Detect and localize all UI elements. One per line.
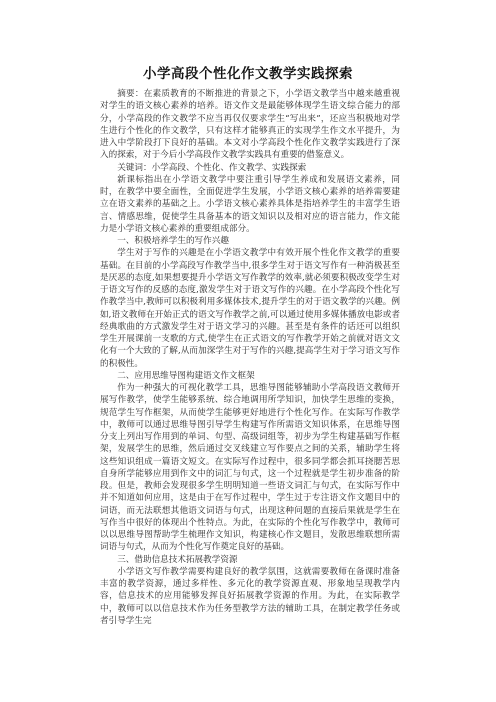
section-heading-2: 二、应用思维导图构建语文作文框架	[117, 370, 255, 381]
section-body-3: 小学语文写作教学需要构建良好的教学氛围，这就需要教师在备课时准备丰富的教学资源，通过多样性、多元化的教学资源直观、形象地呈现教学内容，信息技术的应用能够发挥良好拓展教学资源的作用。为此，在实际教学中，教师可以以信息技术作为任务型教学方法的辅助工具，在制定教学任务或者引导学生完	[100, 566, 400, 626]
section-body-2: 作为一种强大的可视化教学工具，思维导图能够辅助小学高段语文教师开展写作教学，使学生能够系统、综合地调用所学知识，加快学生思维的变换，规范学生写作框架，从而使学生能够更好地进行个性化写作。在实际写作教学中，教师可以通过思维导图引导学生构建写作所需语文知识体系，在思维导图分支上列出写作用到的单词、句型、高级词组等，初步为学生构建基础写作框架，发展学生的思维，然后通过交叉线建立写作要点之间的关系，辅助学生将这些知识组成一篇语文短文。在实际写作过程中，很多同学都会抓耳挠腮苦思自身所学能够应用到作文中的词汇与句式，这一个过程就是学生初步准备的阶段。但是，教师会发现很多学生明明知道一些语文词汇与句式，在实际写作中并不知道如何应用，这是由于在写作过程中，学生过于专注语文作文题目中的词语，而无法联想其他语文词语与句式，出现这种问题的直接后果就是学生在写作当中很好的体现出个性特点。为此，在实际的个性化写作教学中，教师可以以思维导图帮助学生梳理作文知识，构建核心作文题目，发散思维联想所需词语与句式，从而为个性化写作奠定良好的基础。	[100, 383, 400, 553]
section-body-1: 学生对于写作的兴趣是在小学语文教学中有效开展个性化作文教学的重要基础。在目前的小学高段写作教学当中,很多学生对于语文写作有一种消极甚至是厌恶的态度,如果想要提升小学语文写作教学的效率,就必须要积极改变学生对于语文写作的反感的态度,激发学生对于语文写作的兴趣。在小学高段个性化写作教学当中,教师可以积极利用多媒体技术,提升学生的对于语文教学的兴趣。例如,语文教师在开始正式的语文写作教学之前,可以通过使用多媒体播放电影或者经典歌曲的方式激发学生对于语文学习的兴趣。甚至是有条件的话还可以组织学生开展课前一支歌的方式,使学生在正式语文的写作教学开始之前就对语文文化有一个大致的了解,从而加深学生对于写作的兴趣,提高学生对于学习语文写作的积极性。	[100, 248, 400, 369]
keywords-paragraph: 关键词：小学高段、个性化、作文教学、实践探索	[117, 162, 307, 173]
intro-paragraph: 新课标指出在小学语文教学中要注重引导学生养成和发展语文素养，同时，在教学中要全面性，全面促进学生发展，小学语文核心素养的培养需要建立在语文素养的基础之上。小学语文核心素养具体是指培养学生的丰富学生语言、情感思维，促使学生具备基本的语文知识以及相对应的语言能力，作文能力是小学语文核心素养的重要组成部分。	[100, 174, 400, 234]
section-heading-1: 一、积极培养学生的写作兴趣	[117, 236, 229, 246]
document-body	[100, 88, 400, 627]
abstract-paragraph: 摘要：在素质教育的不断推进的背景之下，小学语文教学当中越来越重视对学生的语文核心素养的培养。语文作文是最能够体现学生语文综合能力的部分，小学高段的作文教学不应当再仅仅要求学生“写出来”，还应当积极地对学生进行个性化的作文教学，只有这样才能够真正的实现学生作文水平提升，为进入中学阶段打下良好的基础。本文对小学高段个性化作文教学实践进行了深入的探索，对于今后小学高段作文教学实践具有重要的借鉴意义。	[100, 89, 400, 161]
document-title: 小学高段个性化作文教学实践探索	[143, 66, 353, 82]
section-heading-3: 三、借助信息技术拓展教学资源	[117, 554, 238, 565]
